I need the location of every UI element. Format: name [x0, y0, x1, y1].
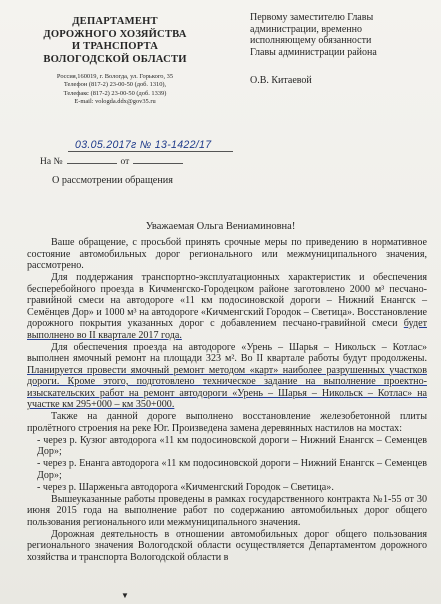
reference-number-blank [67, 163, 117, 164]
page-marker-icon: ▼ [121, 591, 129, 600]
department-name-line: ДОРОЖНОГО ХОЗЯЙСТВА [43, 28, 187, 40]
date-line [68, 151, 233, 152]
fax-line: Телефакс (817-2) 23-00-50 (доб. 1339) [63, 89, 167, 97]
letter-body [27, 237, 427, 564]
department-name-line: ВОЛОГОДСКОЙ ОБЛАСТИ [43, 53, 187, 65]
paragraph-text: Для обеспечения проезда на автодороге «Урень – Шарья – Никольск – Котлас» выполнен ямочный ремонт на площади 323 м². Во II квартале работы будут продолжены. [27, 341, 427, 364]
paragraph-road-activity: Дорожная деятельность в отношении автомобильных дорог общего пользования регионального значения Вологодской области осуществляется Департаментом дорожного хозяйства и транспорта Вологодской области в [27, 528, 427, 563]
bridge-list-item: - через р. Енанга автодорога «11 км подосиновской дороги – Нижний Енангск – Семенцев Дор»; [37, 458, 427, 481]
department-header [40, 16, 190, 66]
department-name-line: И ТРАНСПОРТА [71, 41, 159, 53]
address-line: Россия,160019, г. Вологда, ул. Горького, 35 [56, 73, 174, 80]
greeting: Уважаемая Ольга Вениаминовна! [145, 221, 296, 232]
bridge-list-item: - через р. Кузюг автодорога «11 км подосиновской дороги – Нижний Енангск – Семенцев Дор»; [37, 434, 427, 457]
email-line: E-mail: vologda.ddx@gov35.ru [74, 98, 156, 106]
recipient-line: администрации, временно [250, 23, 362, 35]
underlined-text: будет выполнено во II квартале 2017 года. [27, 318, 427, 341]
bridge-list-item: - через р. Шарженьга автодорога «Кичменгский Городок – Светица». [37, 481, 334, 493]
phone-line: Телефон (817-2) 23-00-50 (доб. 1310), [63, 81, 167, 89]
handwritten-date-number: 03.05.2017г № 13-1422/17 [75, 139, 212, 151]
reference-date-blank [133, 163, 183, 164]
underlined-text: Планируется провести ямочный ремонт методом «карт» наиболее разрушенных участков дороги. Кроме этого, подготовлено техническое задание на выполнение проектно-изыскательских работ на ремонт автодороги «Урень – Шарья – Никольск – Котлас» на участке км 295+000 – км 350+000. [27, 364, 427, 410]
letter-subject: О рассмотрении обращения [52, 175, 173, 186]
paragraph-bridge-works: Также на данной дороге выполнено восстановление железобетонной плиты пролётного строения на реке Юг. Произведена замена деревянных настилов на мостах: [27, 411, 427, 434]
recipient-name: О.В. Китаевой [250, 75, 312, 86]
recipient-block [250, 12, 435, 59]
paragraph-request-reviewed: Ваше обращение, с просьбой принять срочные меры по приведению в нормативное состояние автомобильных дорог регионального или межмуниципального значения, рассмотрено. [27, 237, 427, 271]
reference-number-label: На № [40, 157, 63, 167]
paragraph-pothole-repair [27, 342, 427, 411]
paragraph-text: Для поддержания транспортно-эксплуатационных характеристик и обеспечения бесперебойного проезда в Кичменгско-Городецком районе заготовлено 2000 м³ песчано-гравийной смеси на автодороге «11 км подосиновской дороги – Нижний Енангск – Семёнцев Дор» и 1000 м³ на автодороге «Кичменгский Городок – Светица». Восстановление дорожного покрытия указанных дорог с добавлением песчано-гравийной смеси [27, 272, 427, 329]
recipient-line: Главы администрации района [250, 47, 377, 59]
recipient-line: исполняющему обязанности [250, 35, 372, 47]
department-name-line: ДЕПАРТАМЕНТ [72, 16, 158, 27]
reference-row [40, 157, 187, 167]
paragraph-contract: Вышеуказанные работы проведены в рамках государственного контракта №1-55 от 30 июня 2015 года на выполнение работ по содержанию автомобильных дорог общего пользования регионального или межмуниципального значения. [27, 493, 427, 528]
reference-date-label: от [120, 157, 130, 167]
department-address [40, 73, 190, 107]
recipient-line: Первому заместителю Главы [250, 12, 374, 23]
paragraph-gravel-stock [27, 272, 427, 341]
